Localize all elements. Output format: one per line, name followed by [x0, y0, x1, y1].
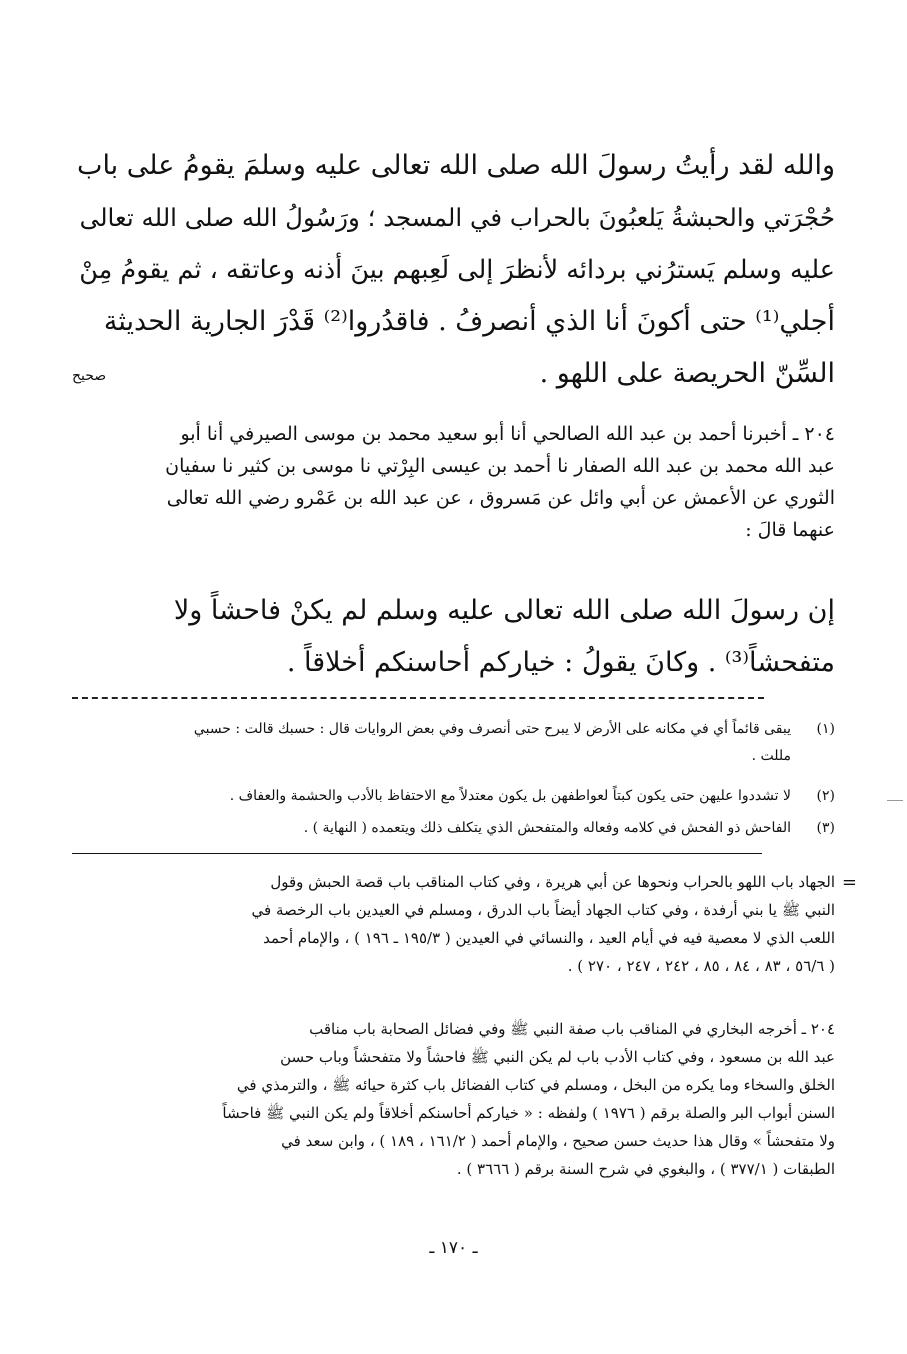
- text-line: عليه وسلم يَسترُني بردائه لأنظرَ إلى لَعِبهم بينَ أذنه وعاتقه ، ثم يقومُ مِنْ: [79, 255, 835, 285]
- text-line: والله لقد رأيتُ رسولَ الله صلى الله تعالى عليه وسلمَ يقومُ على باب: [77, 150, 835, 181]
- takhrij-separator: [72, 853, 762, 854]
- text-line: الجهاد باب اللهو بالحراب ونحوها عن أبي هريرة ، وفي كتاب المناقب باب قصة الحبش وقول: [270, 873, 835, 891]
- footnote-number: (٣): [816, 820, 835, 836]
- book-page: [72, 0, 857, 1354]
- text-line: ولا متفحشاً » وقال هذا حديث حسن صحيح ، والإمام أحمد ( ١٦١/٢ ، ١٨٩ ) ، وابن سعد في: [281, 1132, 835, 1150]
- text-line: حُجْرَتي والحبشةُ يَلعبُونَ بالحراب في المسجد ؛ ورَسُولُ الله صلى الله تعالى: [79, 203, 835, 232]
- text-line: ( ٥٦/٦ ، ٨٣ ، ٨٤ ، ٨٥ ، ٢٤٢ ، ٢٤٧ ، ٢٧٠ ) .: [567, 957, 835, 975]
- scan-edge-mark: [887, 800, 903, 801]
- text-line: الطبقات ( ٣٧٧/١ ) ، والبغوي في شرح السنة برقم ( ٣٦٦٦ ) .: [456, 1160, 835, 1178]
- text-line: النبي ﷺ يا بني أرفدة ، وفي كتاب الجهاد أيضاً باب الدرق ، ومسلم في العيدين باب الرخصة في: [251, 901, 835, 919]
- text-line: أجلي⁽¹⁾ حتى أكونَ أنا الذي أنصرفُ . فاقدُروا⁽²⁾ قَدْرَ الجارية الحديثة: [103, 306, 835, 337]
- hadith-grade: صحيح: [72, 368, 107, 384]
- takhrij-continued: [72, 868, 835, 980]
- footnote-1: [72, 716, 835, 770]
- text-line: السنن أبواب البر والصلة برقم ( ١٩٧٦ ) ولفظه : « خياركم أحاسنكم أخلاقاً ولم يكن النبي ﷺ فاحشاً: [222, 1104, 835, 1122]
- footnote-dashed-separator: [72, 697, 764, 699]
- takhrij-204: [72, 1015, 835, 1183]
- footnote-number: (٢): [816, 788, 835, 804]
- page-number: ـ ١٧٠ ـ: [429, 1238, 478, 1258]
- footnote-text: مللت .: [751, 748, 791, 764]
- text-line: السِّنّ الحريصة على اللهو .: [539, 358, 835, 389]
- text-line: متفحشاً⁽³⁾ . وكانَ يقولُ : خياركم أحاسنكم أخلاقاً .: [286, 647, 835, 678]
- hadith-204-isnad: [72, 418, 835, 546]
- text-line: الخلق والسخاء وما يكره من البخل ، ومسلم في كتاب الفضائل باب كثرة حيائه ﷺ ، والترمذي في: [236, 1076, 835, 1094]
- hadith-203-text: [72, 140, 835, 400]
- footnote-2: [72, 783, 835, 810]
- footnote-3: [72, 815, 835, 842]
- text-line: الثوري عن الأعمش عن أبي وائل عن مَسروق ، عن عبد الله بن عَمْرو رضي الله تعالى: [166, 487, 835, 509]
- hadith-204-text: [72, 585, 835, 689]
- continuation-marker: =: [841, 872, 857, 893]
- text-line: ٢٠٤ ـ أخبرنا أحمد بن عبد الله الصالحي أنا أبو سعيد محمد بن موسى الصيرفي أنا أبو: [180, 423, 835, 445]
- text-line: ٢٠٤ ـ أخرجه البخاري في المناقب باب صفة النبي ﷺ وفي فضائل الصحابة باب مناقب: [309, 1020, 835, 1038]
- text-line: إن رسولَ الله صلى الله تعالى عليه وسلم لم يكنْ فاحشاً ولا: [173, 595, 835, 626]
- footnote-number: (١): [816, 721, 835, 737]
- text-line: عبد الله محمد بن عبد الله الصفار نا أحمد بن عيسى البِرْتي نا موسى بن كثير نا سفيان: [165, 455, 835, 477]
- footnote-text: الفاحش ذو الفحش في كلامه وفعاله والمتفحش الذي يتكلف ذلك ويتعمده ( النهاية ) .: [303, 820, 791, 836]
- text-line: عنهما قالَ :: [745, 519, 835, 541]
- text-line: اللعب الذي لا معصية فيه في أيام العيد ، والنسائي في العيدين ( ١٩٥/٣ ـ ١٩٦ ) ، والإمام أحمد: [263, 929, 835, 947]
- footnote-text: لا تشددوا عليهن حتى يكون كبتاً لعواطفهن بل يكون معتدلاً مع الاحتفاظ بالأدب والحشمة والعفاف .: [229, 788, 791, 804]
- footnote-text: يبقى قائماً أي في مكانه على الأرض لا يبرح حتى أنصرف وفي بعض الروايات قال : حسبك قالت : حسبي: [193, 721, 791, 737]
- text-line: عبد الله بن مسعود ، وفي كتاب الأدب باب لم يكن النبي ﷺ فاحشاً ولا متفحشاً وباب حسن: [280, 1048, 835, 1066]
